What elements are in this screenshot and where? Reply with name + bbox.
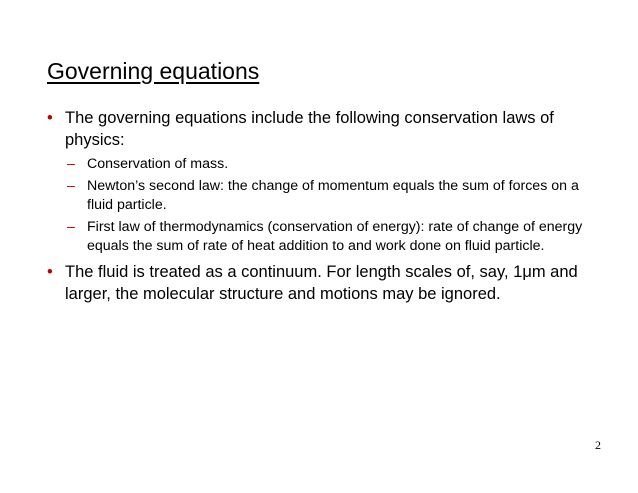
sub-bullet-item	[67, 155, 607, 174]
sub-bullet-text: Conservation of mass.	[87, 156, 229, 172]
bullet-item	[47, 107, 607, 151]
sub-bullet-item	[67, 218, 607, 256]
sub-bullet-item	[67, 177, 607, 215]
bullet-icon: •	[47, 263, 53, 281]
sub-bullet-text: First law of thermodynamics (conservation of energy): rate of change of energy equals the sum of rate of heat addition to and work done on fluid particle.	[87, 219, 583, 254]
sub-bullet-list	[67, 155, 607, 256]
bullet-text: The fluid is treated as a continuum. For length scales of, say, 1μm and larger, the molecular structure and motions may be ignored.	[65, 263, 578, 303]
bullet-text: The governing equations include the following conservation laws of physics:	[65, 109, 554, 149]
dash-icon: –	[67, 156, 75, 172]
bullet-item	[47, 261, 607, 305]
sub-bullet-text: Newton’s second law: the change of momentum equals the sum of forces on a fluid particle.	[87, 178, 579, 213]
slide-title: Governing equations	[47, 58, 260, 84]
bullet-list	[47, 107, 607, 305]
bullet-icon: •	[47, 109, 53, 127]
page-number: 2	[595, 438, 601, 452]
dash-icon: –	[67, 219, 75, 235]
dash-icon: –	[67, 178, 75, 194]
